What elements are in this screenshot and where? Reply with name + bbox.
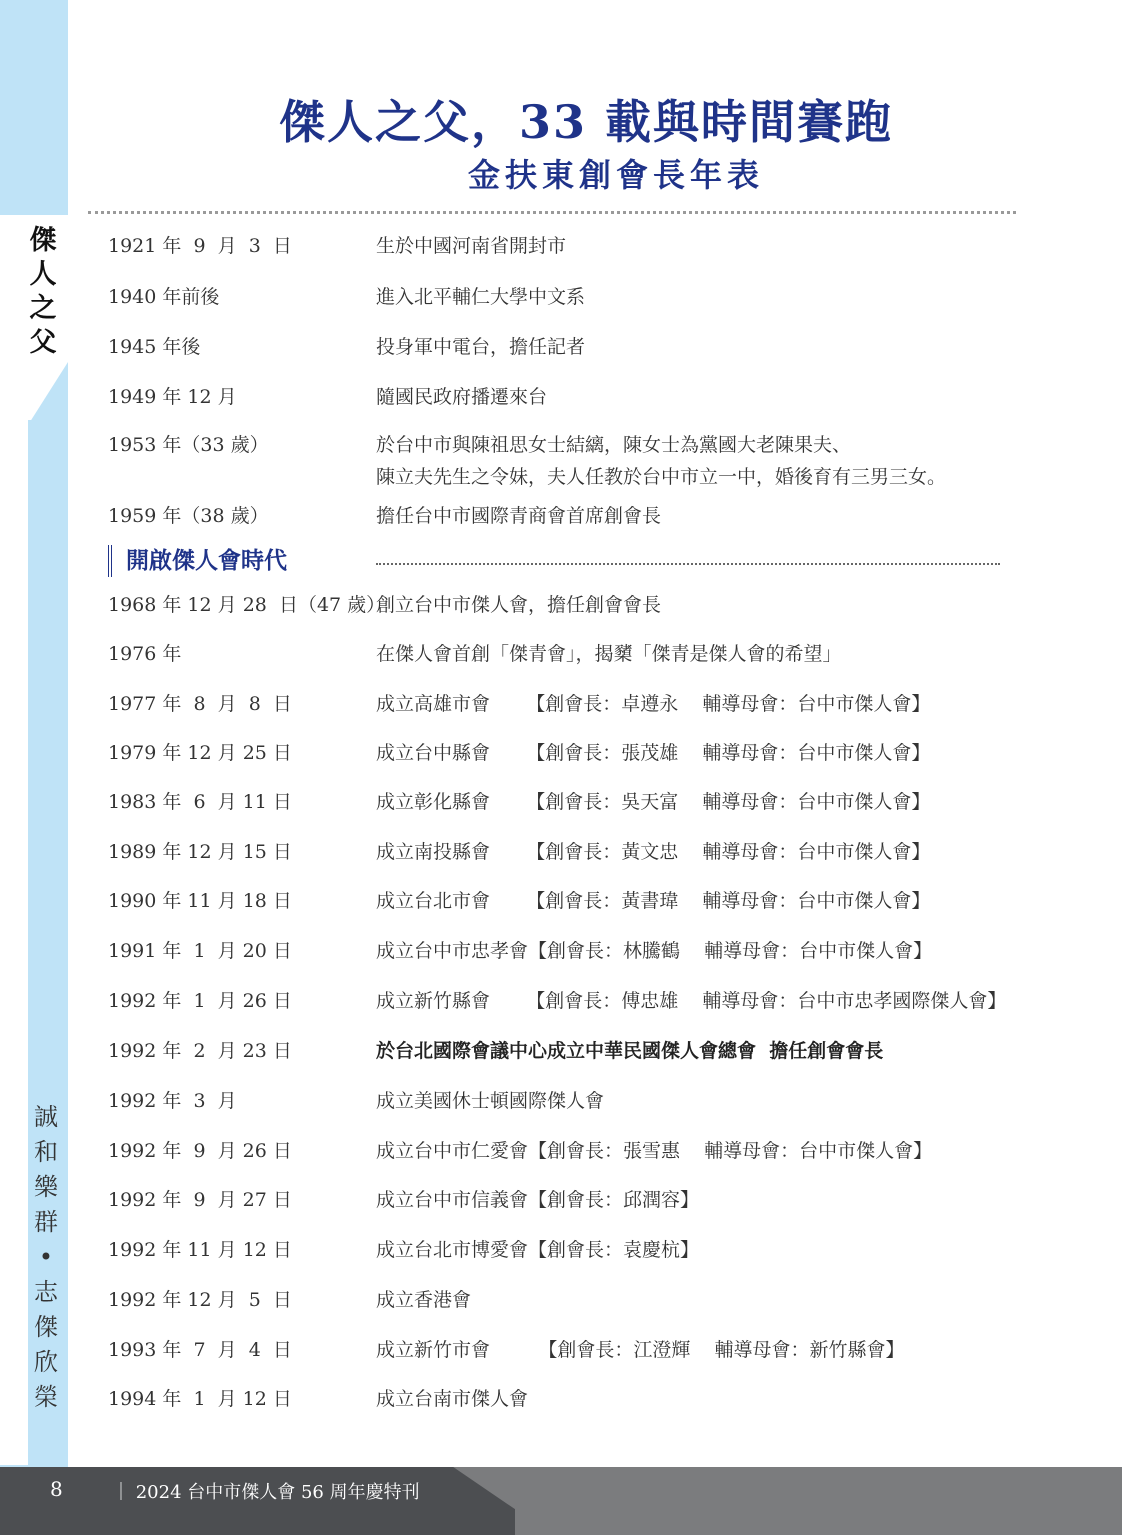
- timeline-date: 1991 年 1 月 20 日: [108, 940, 292, 962]
- timeline-row: [108, 230, 1028, 262]
- timeline-date: 1992 年 12 月 5 日: [108, 1289, 292, 1311]
- timeline-date: 1993 年 7 月 4 日: [108, 1339, 292, 1361]
- timeline-row: [108, 836, 1028, 868]
- timeline-row: [108, 688, 1028, 720]
- timeline-date: 1992 年 3 月: [108, 1090, 237, 1112]
- timeline-event: 擔任台中市國際青商會首席創會長: [376, 505, 662, 527]
- timeline-row: [108, 1085, 1028, 1117]
- page-title: 傑人之父，33 載與時間賽跑: [278, 95, 894, 149]
- side-band-white-strip: [0, 215, 28, 1465]
- section-heading: 開啟傑人會時代: [108, 545, 287, 577]
- timeline-row: [108, 786, 1028, 818]
- timeline-event: 成立台南市傑人會: [376, 1388, 529, 1410]
- timeline-date: 1983 年 6 月 11 日: [108, 791, 292, 813]
- timeline-event: 成立台北市博愛會【創會長：袁慶杭】: [376, 1239, 700, 1261]
- timeline-event: 生於中國河南省開封市: [376, 235, 567, 257]
- timeline-row: [108, 737, 1028, 769]
- timeline-event: 進入北平輔仁大學中文系: [376, 286, 586, 308]
- timeline-row: [108, 381, 1028, 413]
- timeline-date: 1921 年 9 月 3 日: [108, 235, 292, 257]
- timeline-row: [108, 885, 1028, 917]
- timeline-date: 1992 年 9 月 26 日: [108, 1140, 292, 1162]
- timeline-date: 1976 年: [108, 643, 182, 665]
- timeline-event: 隨國民政府播遷來台: [376, 386, 548, 408]
- timeline-date: 1949 年 12 月: [108, 386, 237, 408]
- timeline-date: 1953 年（33 歲）: [108, 434, 269, 456]
- timeline-event: 成立台中市忠孝會【創會長：林騰鶴 輔導母會：台中市傑人會】: [376, 940, 933, 962]
- timeline-row: [108, 331, 1028, 363]
- timeline-row: [108, 1383, 1028, 1415]
- page-number: 8: [50, 1477, 63, 1501]
- side-motto: 誠和樂群•志傑欣榮: [34, 1103, 58, 1411]
- timeline-date: 1992 年 2 月 23 日: [108, 1040, 292, 1062]
- timeline-date: 1994 年 1 月 12 日: [108, 1388, 292, 1410]
- timeline-event: 成立南投縣會 【創會長：黃文忠 輔導母會：台中市傑人會】: [376, 841, 931, 863]
- timeline-event: 創立台中市傑人會，擔任創會會長: [376, 594, 662, 616]
- timeline-event: 成立新竹市會 【創會長：江澄輝 輔導母會：新竹縣會】: [376, 1339, 905, 1361]
- timeline-row: [108, 429, 1028, 488]
- timeline-date: 1979 年 12 月 25 日: [108, 742, 292, 764]
- timeline-event: 成立香港會: [376, 1289, 472, 1311]
- timeline-row: [108, 1234, 1028, 1266]
- timeline-row: [108, 985, 1028, 1017]
- timeline-row: [108, 1284, 1028, 1316]
- timeline-date: 1992 年 9 月 27 日: [108, 1189, 292, 1211]
- timeline-event: 成立台中市信義會【創會長：邱潤容】: [376, 1189, 700, 1211]
- timeline-event: 成立彰化縣會 【創會長：吳天富 輔導母會：台中市傑人會】: [376, 791, 931, 813]
- timeline-date: 1968 年 12 月 28 日（47 歲）: [108, 594, 386, 616]
- timeline-event: 成立高雄市會 【創會長：卓遵永 輔導母會：台中市傑人會】: [376, 693, 931, 715]
- timeline-date: 1990 年 11 月 18 日: [108, 890, 292, 912]
- timeline-date: 1989 年 12 月 15 日: [108, 841, 292, 863]
- timeline-event: 成立美國休士頓國際傑人會: [376, 1090, 605, 1112]
- timeline-date: 1959 年（38 歲）: [108, 505, 269, 527]
- timeline-row: [108, 1184, 1028, 1216]
- dotted-divider: [88, 211, 1016, 214]
- timeline-row: [108, 638, 1028, 670]
- timeline-row: [108, 281, 1028, 313]
- section-dotted-rule: [376, 563, 1000, 565]
- timeline-date: 1977 年 8 月 8 日: [108, 693, 292, 715]
- timeline-event: 成立新竹縣會 【創會長：傅忠雄 輔導母會：台中市忠孝國際傑人會】: [376, 990, 1007, 1012]
- timeline-event: 於台北國際會議中心成立中華民國傑人會總會 擔任創會會長: [376, 1040, 884, 1062]
- timeline-event: 成立台中市仁愛會【創會長：張雪惠 輔導母會：台中市傑人會】: [376, 1140, 933, 1162]
- timeline-row: [108, 935, 1028, 967]
- timeline-date: 1992 年 11 月 12 日: [108, 1239, 292, 1261]
- timeline-row: [108, 1135, 1028, 1167]
- side-title: 傑人之父: [29, 225, 57, 358]
- timeline-row: [108, 1035, 1028, 1067]
- timeline-event: 投身軍中電台，擔任記者: [376, 336, 586, 358]
- timeline-date: 1945 年後: [108, 336, 201, 358]
- timeline-date: 1992 年 1 月 26 日: [108, 990, 292, 1012]
- timeline-event: 於台中市與陳祖思女士結縭，陳女士為黨國大老陳果夫、 陳立夫先生之令妹，夫人任教於台中市立一中，婚後育有三男三女。: [376, 434, 947, 488]
- timeline-date: 1940 年前後: [108, 286, 220, 308]
- timeline-event: 成立台北市會 【創會長：黃書瑋 輔導母會：台中市傑人會】: [376, 890, 931, 912]
- timeline-row: [108, 1334, 1028, 1366]
- footer-publication-title: ｜ 2024 台中市傑人會 56 周年慶特刊: [112, 1482, 420, 1503]
- timeline-event: 在傑人會首創「傑青會」，揭櫫「傑青是傑人會的希望」: [376, 643, 842, 665]
- timeline-event: 成立台中縣會 【創會長：張茂雄 輔導母會：台中市傑人會】: [376, 742, 931, 764]
- page-subtitle: 金扶東創會長年表: [467, 156, 764, 194]
- timeline-row: [108, 500, 1028, 532]
- timeline-row: [108, 589, 1028, 621]
